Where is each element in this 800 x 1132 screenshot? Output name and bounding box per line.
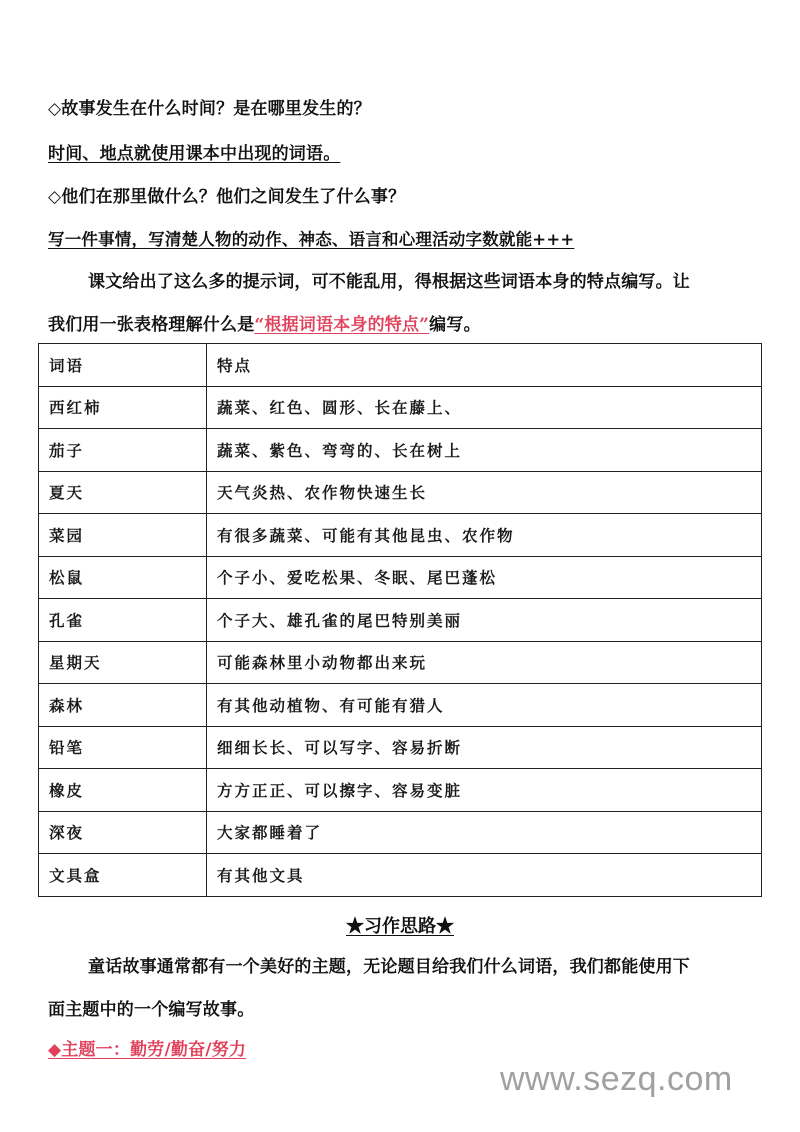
table-row	[39, 429, 762, 472]
question-what-happened: ◇他们在那里做什么？他们之间发生了什么事？	[48, 187, 406, 207]
word-cell: 菜园	[39, 514, 207, 557]
table-row	[39, 769, 762, 812]
intro-paragraph-line2	[48, 313, 481, 337]
feature-cell: 细细长长、可以写字、容易折断	[207, 726, 762, 769]
feature-cell: 可能森林里小动物都出来玩	[207, 641, 762, 684]
theme-one-heading: ◆主题一：勤劳/勤奋/努力	[48, 1040, 247, 1060]
table-row	[39, 471, 762, 514]
feature-cell: 有很多蔬菜、可能有其他昆虫、农作物	[207, 514, 762, 557]
word-cell: 森林	[39, 684, 207, 727]
word-cell: 深夜	[39, 811, 207, 854]
word-cell: 松鼠	[39, 556, 207, 599]
feature-cell: 方方正正、可以擦字、容易变脏	[207, 769, 762, 812]
table-header-row	[39, 344, 762, 387]
answer-time-place: 时间、地点就使用课本中出现的词语。	[48, 144, 341, 164]
header-word: 词语	[39, 344, 207, 387]
intro-paragraph-line1: 课文给出了这么多的提示词，可不能乱用，得根据这些词语本身的特点编写。让	[88, 272, 690, 292]
word-cell: 孔雀	[39, 599, 207, 642]
feature-cell: 天气炎热、农作物快速生长	[207, 471, 762, 514]
word-cell: 星期天	[39, 641, 207, 684]
table-row	[39, 811, 762, 854]
section-paragraph-line2: 面主题中的一个编写故事。	[48, 1000, 255, 1020]
feature-cell: 蔬菜、红色、圆形、长在藤上、	[207, 386, 762, 429]
word-cell: 铅笔	[39, 726, 207, 769]
feature-cell: 有其他文具	[207, 854, 762, 897]
section-heading-text: ★习作思路★	[346, 916, 454, 937]
feature-cell: 有其他动植物、有可能有猎人	[207, 684, 762, 727]
feature-cell: 个子大、雄孔雀的尾巴特别美丽	[207, 599, 762, 642]
table-row	[39, 854, 762, 897]
table-row	[39, 684, 762, 727]
intro-highlight: “根据词语本身的特点”	[254, 315, 430, 335]
word-cell: 夏天	[39, 471, 207, 514]
table-row	[39, 514, 762, 557]
feature-cell: 个子小、爱吃松果、冬眠、尾巴蓬松	[207, 556, 762, 599]
question-time-place: ◇故事发生在什么时间？是在哪里发生的？	[48, 99, 371, 119]
word-cell: 橡皮	[39, 769, 207, 812]
word-cell: 文具盒	[39, 854, 207, 897]
table-row	[39, 556, 762, 599]
vocabulary-table	[38, 343, 762, 897]
section-paragraph-line1: 童话故事通常都有一个美好的主题，无论题目给我们什么词语，我们都能使用下	[88, 957, 690, 977]
table-row	[39, 386, 762, 429]
table-row	[39, 726, 762, 769]
table-row	[39, 641, 762, 684]
word-cell: 西红柿	[39, 386, 207, 429]
feature-cell: 蔬菜、紫色、弯弯的、长在树上	[207, 429, 762, 472]
section-heading	[0, 912, 800, 938]
header-feature: 特点	[207, 344, 762, 387]
intro-text-after: 编写。	[429, 315, 481, 335]
intro-text-before: 我们用一张表格理解什么是	[48, 315, 255, 335]
table-row	[39, 599, 762, 642]
feature-cell: 大家都睡着了	[207, 811, 762, 854]
word-cell: 茄子	[39, 429, 207, 472]
watermark: www.sezq.com	[500, 1060, 733, 1098]
answer-what-happened: 写一件事情，写清楚人物的动作、神态、语言和心理活动字数就能+++	[48, 230, 575, 249]
